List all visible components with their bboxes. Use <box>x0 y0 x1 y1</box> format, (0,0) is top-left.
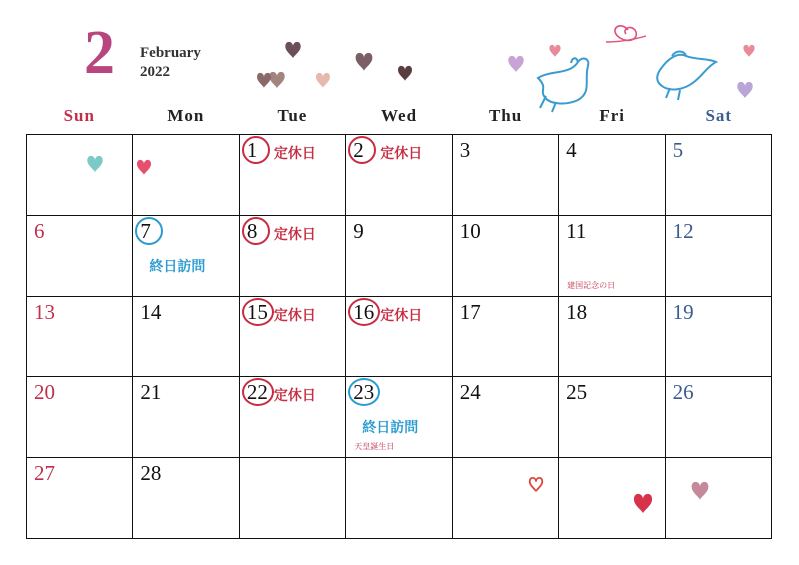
day-number: 18 <box>566 299 588 324</box>
weekday-mon: Mon <box>167 106 205 125</box>
day-number: 16 <box>353 299 375 324</box>
day-number: 3 <box>459 138 471 162</box>
day-number: 20 <box>34 380 55 405</box>
day-number: 5 <box>672 138 684 162</box>
calendar-cell <box>240 297 346 378</box>
day-number: 10 <box>459 218 481 243</box>
calendar-cell <box>133 297 239 378</box>
calendar-cell <box>133 458 239 539</box>
day-number: 6 <box>34 218 45 243</box>
day-number: 28 <box>140 461 162 486</box>
visit-note: 終日訪問 <box>149 258 206 275</box>
closed-note: 定休日 <box>273 146 316 162</box>
day-number: 15 <box>246 299 268 324</box>
calendar-cell <box>27 297 133 378</box>
closed-note: 定休日 <box>380 307 423 324</box>
day-number: 26 <box>672 380 694 405</box>
calendar-cell <box>453 458 559 539</box>
day-number: 25 <box>566 380 588 405</box>
day-number: 9 <box>353 218 364 243</box>
closed-note: 定休日 <box>273 388 316 405</box>
calendar-cell <box>666 135 772 216</box>
calendar-cell <box>346 377 452 458</box>
calendar-cell <box>27 377 133 458</box>
weekday-tue: Tue <box>277 106 308 125</box>
calendar-cell <box>453 216 559 297</box>
day-number: 12 <box>672 218 694 243</box>
dove-icon <box>538 52 716 113</box>
calendar-cell <box>346 216 452 297</box>
calendar-cell <box>666 377 772 458</box>
day-number: 22 <box>246 380 268 405</box>
weekday-sun: Sun <box>63 106 95 125</box>
calendar-cell <box>453 135 559 216</box>
day-number: 8 <box>246 218 258 243</box>
calendar-cell <box>133 377 239 458</box>
day-number: 4 <box>566 138 577 162</box>
calendar-cell <box>240 458 346 539</box>
day-number: 23 <box>353 380 375 405</box>
calendar-cell <box>453 377 559 458</box>
day-number: 24 <box>459 380 481 405</box>
closed-note: 定休日 <box>380 146 423 162</box>
weekday-fri: Fri <box>599 106 625 125</box>
year: 2022 <box>140 63 170 80</box>
calendar-cell <box>240 377 346 458</box>
calendar-grid <box>26 134 772 539</box>
day-number: 27 <box>34 461 55 486</box>
calendar-cell <box>240 135 346 216</box>
calendar-cell <box>27 135 133 216</box>
day-number: 21 <box>140 380 162 405</box>
calendar-cell <box>453 297 559 378</box>
visit-note: 終日訪問 <box>362 420 419 437</box>
calendar-cell <box>559 458 665 539</box>
calendar-cell <box>133 216 239 297</box>
month-title <box>140 44 201 82</box>
calendar-cell <box>346 297 452 378</box>
day-number: 17 <box>459 299 481 324</box>
day-number: 14 <box>140 299 162 324</box>
calendar-cell <box>346 458 452 539</box>
calendar-cell <box>27 216 133 297</box>
weekday-wed: Wed <box>380 106 418 125</box>
closed-note: 定休日 <box>273 307 316 324</box>
day-number: 1 <box>246 138 258 162</box>
weekday-sat: Sat <box>705 106 733 125</box>
month-name: February <box>140 45 201 61</box>
holiday-label: 天皇誕生日 <box>354 442 395 452</box>
day-number: 2 <box>353 138 364 162</box>
calendar-cell <box>133 135 239 216</box>
calendar-cell <box>559 377 665 458</box>
calendar-cell <box>240 216 346 297</box>
weekday-thu: Thu <box>488 106 523 125</box>
holiday-label: 建国記念の日 <box>567 280 616 290</box>
day-number: 19 <box>672 299 694 324</box>
weekday-header <box>26 106 772 134</box>
day-number: 7 <box>140 218 151 243</box>
day-number: 13 <box>34 299 55 324</box>
calendar-cell <box>559 297 665 378</box>
calendar-cell <box>666 216 772 297</box>
calendar-cell <box>666 458 772 539</box>
day-number: 11 <box>566 218 587 243</box>
calendar-cell <box>559 135 665 216</box>
calendar-cell <box>666 297 772 378</box>
month-number: 2 <box>84 19 115 87</box>
calendar-cell <box>346 135 452 216</box>
closed-note: 定休日 <box>273 226 316 243</box>
calendar-cell <box>27 458 133 539</box>
calendar-cell <box>559 216 665 297</box>
